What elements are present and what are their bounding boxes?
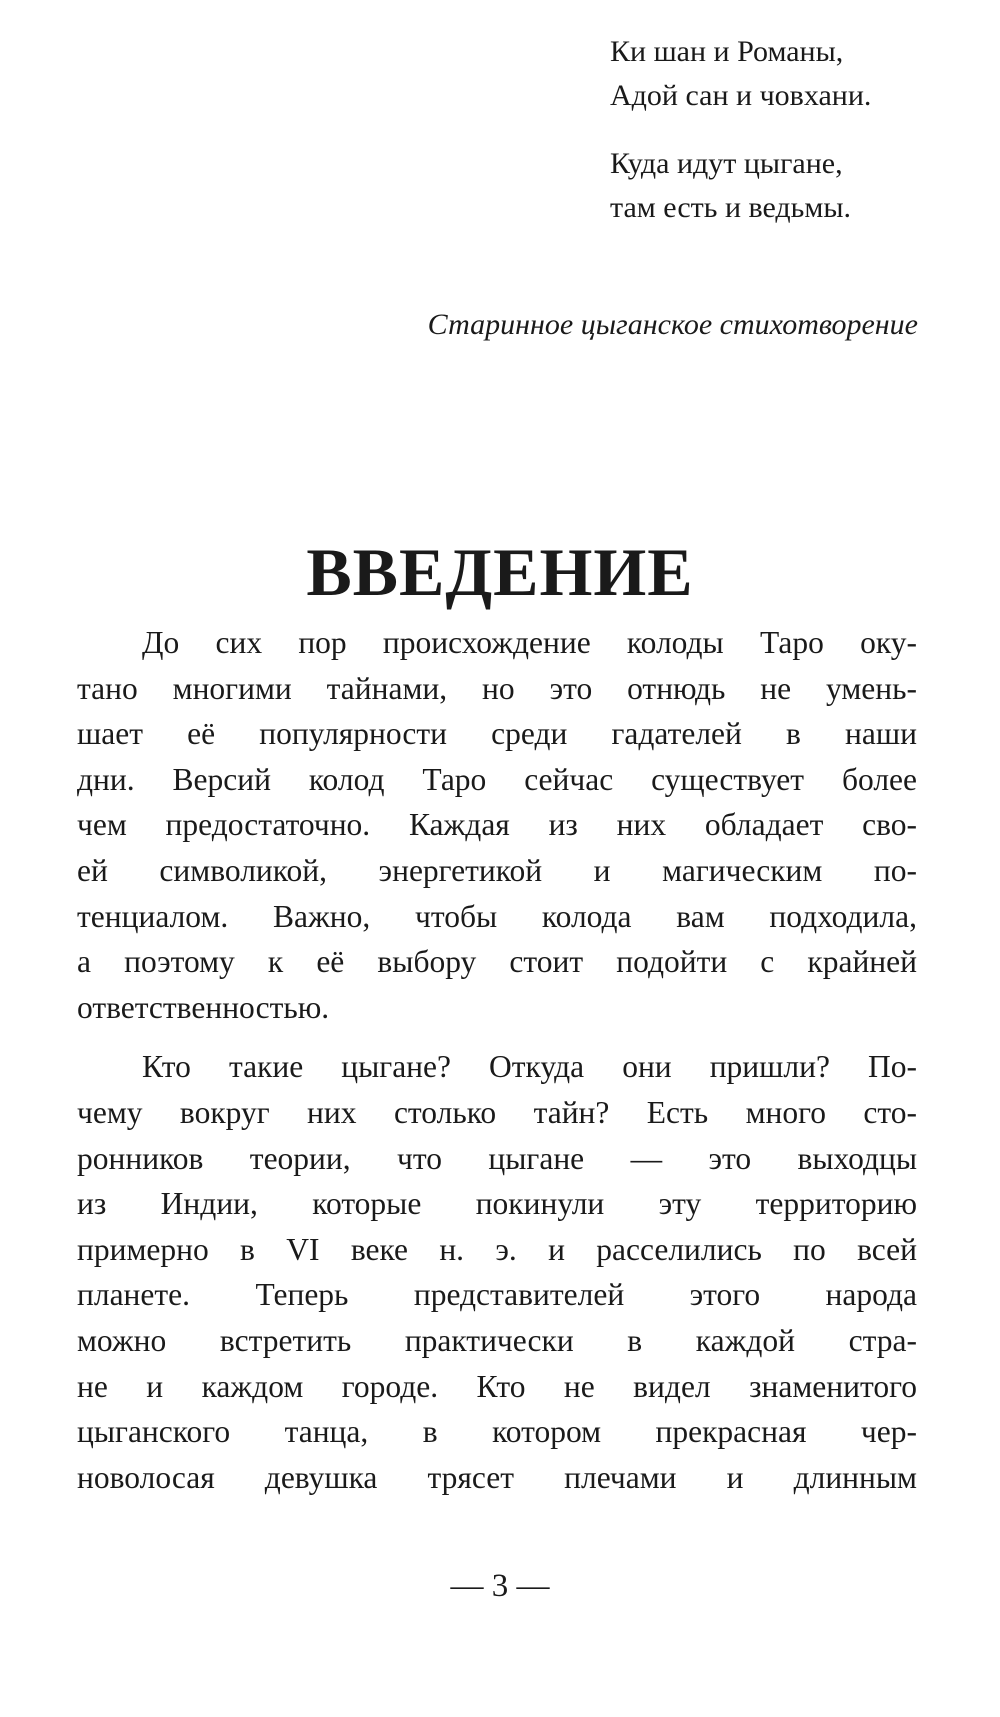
epigraph-stanza (610, 142, 940, 230)
epigraph (610, 30, 940, 254)
epigraph-line: Ки шан и Романы, (610, 35, 844, 68)
text-line: шает её популярности среди гадателей в наши (77, 716, 917, 752)
epigraph-line: Куда идут цыгане, (610, 147, 843, 180)
text-line: тенциалом. Важно, чтобы колода вам подходила, (77, 898, 917, 934)
text-line: новолосая девушка трясет плечами и длинным (77, 1459, 917, 1495)
text-line: а поэтому к её выбору стоит подойти с крайней (77, 944, 917, 980)
text-line: не и каждом городе. Кто не видел знаменитого (77, 1368, 917, 1404)
page-number: — 3 — (450, 1568, 550, 1604)
epigraph-stanza (610, 30, 940, 118)
epigraph-line: Адой сан и човхани. (610, 79, 872, 112)
text-line: из Индии, которые покинули эту территорию (77, 1186, 917, 1222)
paragraph (77, 620, 917, 1030)
text-line: ей символикой, энергетикой и магическим по- (77, 852, 917, 888)
epigraph-attribution: Старинное цыганское стихотворение (427, 308, 918, 341)
paragraph (77, 1044, 917, 1500)
text-line: ответственностью. (77, 989, 330, 1025)
text-line: примерно в VI веке н. э. и расселились по всей (77, 1231, 917, 1267)
text-line: дни. Версий колод Таро сейчас существует более (77, 761, 917, 797)
text-line: До сих пор происхождение колоды Таро оку- (142, 625, 917, 660)
text-line: планете. Теперь представителей этого народа (77, 1277, 917, 1313)
epigraph-line: там есть и ведьмы. (610, 191, 851, 224)
chapter-heading: ВВЕДЕНИЕ (306, 533, 694, 610)
text-line: Кто такие цыгане? Откуда они пришли? По- (142, 1049, 917, 1085)
text-line: чему вокруг них столько тайн? Есть много сто- (77, 1094, 917, 1130)
text-line: можно встретить практически в каждой стра- (77, 1322, 917, 1358)
text-line: чем предостаточно. Каждая из них обладает сво- (77, 807, 917, 843)
text-line: ронников теории, что цыгане — это выходцы (77, 1140, 917, 1176)
text-line: тано многими тайнами, но это отнюдь не умень- (77, 670, 917, 706)
body-text (77, 620, 917, 1514)
text-line: цыганского танца, в котором прекрасная чер- (77, 1414, 917, 1450)
